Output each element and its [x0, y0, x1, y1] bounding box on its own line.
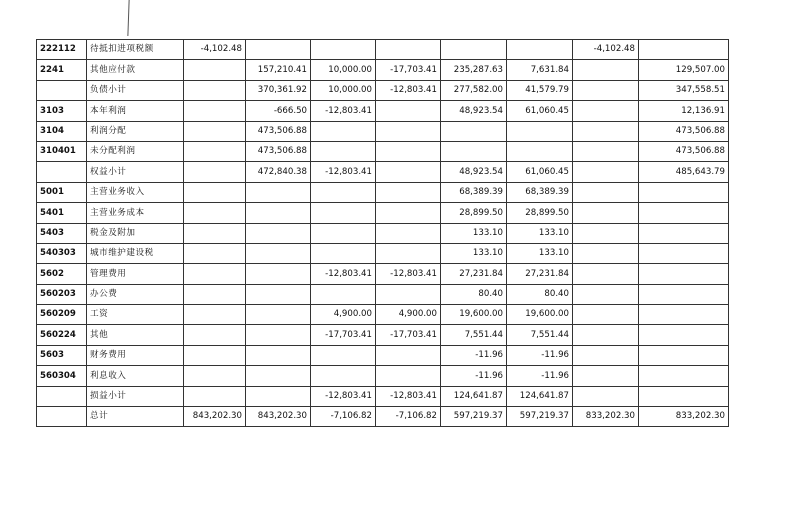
amount-cell: -11.96 — [507, 366, 573, 386]
amount-cell — [184, 325, 246, 345]
amount-cell — [184, 223, 246, 243]
amount-cell: 41,579.79 — [507, 80, 573, 100]
amount-cell — [246, 366, 311, 386]
account-code-cell: 560224 — [37, 325, 87, 345]
account-name-cell: 损益小计 — [87, 386, 184, 406]
amount-cell: 27,231.84 — [507, 264, 573, 284]
amount-cell — [246, 182, 311, 202]
amount-cell — [184, 182, 246, 202]
amount-cell: 833,202.30 — [573, 407, 639, 427]
amount-cell — [573, 223, 639, 243]
table-row — [37, 40, 729, 60]
table-row — [37, 264, 729, 284]
table-body — [37, 40, 729, 427]
amount-cell: 473,506.88 — [246, 141, 311, 161]
amount-cell — [376, 243, 441, 263]
amount-cell — [376, 284, 441, 304]
account-code-cell: 222112 — [37, 40, 87, 60]
amount-cell — [311, 345, 376, 365]
amount-cell — [311, 243, 376, 263]
amount-cell — [573, 182, 639, 202]
amount-cell — [573, 325, 639, 345]
table-row — [37, 80, 729, 100]
scan-artifact-line — [127, 0, 129, 36]
table-row — [37, 141, 729, 161]
amount-cell: -12,803.41 — [376, 386, 441, 406]
amount-cell: 133.10 — [441, 223, 507, 243]
amount-cell: 472,840.38 — [246, 162, 311, 182]
amount-cell: 133.10 — [507, 243, 573, 263]
table-row — [37, 121, 729, 141]
account-name-cell: 总计 — [87, 407, 184, 427]
amount-cell: 157,210.41 — [246, 60, 311, 80]
account-name-cell: 办公费 — [87, 284, 184, 304]
amount-cell — [376, 40, 441, 60]
account-name-cell: 权益小计 — [87, 162, 184, 182]
amount-cell — [573, 366, 639, 386]
account-name-cell: 本年利润 — [87, 101, 184, 121]
amount-cell — [639, 284, 729, 304]
amount-cell — [639, 345, 729, 365]
amount-cell — [639, 366, 729, 386]
amount-cell — [573, 101, 639, 121]
amount-cell: 28,899.50 — [507, 203, 573, 223]
amount-cell: 473,506.88 — [639, 141, 729, 161]
amount-cell: 235,287.63 — [441, 60, 507, 80]
amount-cell: -4,102.48 — [573, 40, 639, 60]
amount-cell: 124,641.87 — [441, 386, 507, 406]
amount-cell — [573, 386, 639, 406]
amount-cell — [246, 325, 311, 345]
amount-cell: 7,631.84 — [507, 60, 573, 80]
amount-cell: 61,060.45 — [507, 162, 573, 182]
account-code-cell: 560304 — [37, 366, 87, 386]
table-row — [37, 325, 729, 345]
amount-cell — [573, 264, 639, 284]
amount-cell — [184, 284, 246, 304]
amount-cell: 4,900.00 — [311, 305, 376, 325]
amount-cell — [184, 60, 246, 80]
amount-cell — [246, 223, 311, 243]
amount-cell: 68,389.39 — [441, 182, 507, 202]
table-row — [37, 223, 729, 243]
amount-cell — [184, 141, 246, 161]
amount-cell — [507, 141, 573, 161]
account-code-cell — [37, 407, 87, 427]
amount-cell — [639, 203, 729, 223]
amount-cell — [573, 121, 639, 141]
amount-cell: -17,703.41 — [376, 60, 441, 80]
amount-cell: 7,551.44 — [507, 325, 573, 345]
amount-cell: 7,551.44 — [441, 325, 507, 345]
account-code-cell: 310401 — [37, 141, 87, 161]
amount-cell: -11.96 — [441, 345, 507, 365]
amount-cell — [639, 264, 729, 284]
amount-cell — [376, 366, 441, 386]
amount-cell — [639, 182, 729, 202]
account-name-cell: 主营业务收入 — [87, 182, 184, 202]
amount-cell: 124,641.87 — [507, 386, 573, 406]
amount-cell — [184, 80, 246, 100]
account-name-cell: 税金及附加 — [87, 223, 184, 243]
table-row — [37, 203, 729, 223]
amount-cell — [246, 243, 311, 263]
amount-cell — [639, 305, 729, 325]
amount-cell: 347,558.51 — [639, 80, 729, 100]
amount-cell — [441, 141, 507, 161]
amount-cell: -12,803.41 — [311, 386, 376, 406]
amount-cell — [639, 325, 729, 345]
amount-cell: 129,507.00 — [639, 60, 729, 80]
amount-cell: -12,803.41 — [311, 162, 376, 182]
table-row — [37, 60, 729, 80]
amount-cell — [376, 162, 441, 182]
account-name-cell: 待抵扣进项税额 — [87, 40, 184, 60]
amount-cell — [311, 223, 376, 243]
amount-cell — [311, 366, 376, 386]
table-row — [37, 345, 729, 365]
amount-cell — [246, 345, 311, 365]
amount-cell — [376, 141, 441, 161]
amount-cell: 68,389.39 — [507, 182, 573, 202]
account-code-cell: 540303 — [37, 243, 87, 263]
amount-cell — [573, 162, 639, 182]
amount-cell — [184, 345, 246, 365]
account-name-cell: 其他 — [87, 325, 184, 345]
account-name-cell: 城市维护建设税 — [87, 243, 184, 263]
account-name-cell: 负债小计 — [87, 80, 184, 100]
table-row — [37, 101, 729, 121]
amount-cell: -11.96 — [507, 345, 573, 365]
amount-cell — [441, 40, 507, 60]
account-code-cell: 5603 — [37, 345, 87, 365]
amount-cell — [376, 203, 441, 223]
account-name-cell: 工资 — [87, 305, 184, 325]
account-name-cell: 未分配利润 — [87, 141, 184, 161]
account-code-cell: 3103 — [37, 101, 87, 121]
amount-cell: -17,703.41 — [311, 325, 376, 345]
amount-cell — [246, 264, 311, 284]
amount-cell: 48,923.54 — [441, 101, 507, 121]
amount-cell — [376, 121, 441, 141]
amount-cell — [311, 182, 376, 202]
amount-cell: 80.40 — [441, 284, 507, 304]
amount-cell: 19,600.00 — [441, 305, 507, 325]
amount-cell — [507, 121, 573, 141]
account-code-cell: 5001 — [37, 182, 87, 202]
amount-cell: -4,102.48 — [184, 40, 246, 60]
amount-cell: 133.10 — [441, 243, 507, 263]
account-name-cell: 管理费用 — [87, 264, 184, 284]
amount-cell: 80.40 — [507, 284, 573, 304]
amount-cell: -666.50 — [246, 101, 311, 121]
amount-cell — [246, 40, 311, 60]
amount-cell: 843,202.30 — [246, 407, 311, 427]
amount-cell — [639, 386, 729, 406]
account-name-cell: 利息收入 — [87, 366, 184, 386]
amount-cell: -12,803.41 — [311, 264, 376, 284]
amount-cell — [573, 60, 639, 80]
amount-cell — [246, 284, 311, 304]
amount-cell: -12,803.41 — [376, 80, 441, 100]
account-code-cell: 5401 — [37, 203, 87, 223]
amount-cell — [573, 80, 639, 100]
amount-cell — [573, 305, 639, 325]
account-code-cell — [37, 80, 87, 100]
amount-cell — [184, 366, 246, 386]
amount-cell: 485,643.79 — [639, 162, 729, 182]
amount-cell: 843,202.30 — [184, 407, 246, 427]
amount-cell — [573, 141, 639, 161]
amount-cell: 370,361.92 — [246, 80, 311, 100]
amount-cell: 277,582.00 — [441, 80, 507, 100]
amount-cell: -7,106.82 — [311, 407, 376, 427]
account-code-cell: 2241 — [37, 60, 87, 80]
amount-cell — [311, 141, 376, 161]
amount-cell: 28,899.50 — [441, 203, 507, 223]
account-code-cell: 3104 — [37, 121, 87, 141]
account-code-cell: 560203 — [37, 284, 87, 304]
amount-cell — [311, 203, 376, 223]
amount-cell — [376, 101, 441, 121]
amount-cell: -11.96 — [441, 366, 507, 386]
amount-cell: 19,600.00 — [507, 305, 573, 325]
amount-cell — [376, 223, 441, 243]
amount-cell — [573, 203, 639, 223]
amount-cell — [573, 284, 639, 304]
table-row — [37, 407, 729, 427]
amount-cell — [184, 264, 246, 284]
amount-cell: 10,000.00 — [311, 80, 376, 100]
amount-cell — [311, 121, 376, 141]
amount-cell — [184, 121, 246, 141]
amount-cell — [639, 223, 729, 243]
amount-cell — [246, 386, 311, 406]
amount-cell — [246, 305, 311, 325]
amount-cell — [639, 40, 729, 60]
account-code-cell: 5403 — [37, 223, 87, 243]
amount-cell: 473,506.88 — [246, 121, 311, 141]
amount-cell: 27,231.84 — [441, 264, 507, 284]
amount-cell — [184, 101, 246, 121]
amount-cell — [184, 203, 246, 223]
amount-cell: -7,106.82 — [376, 407, 441, 427]
table-row — [37, 182, 729, 202]
amount-cell: 61,060.45 — [507, 101, 573, 121]
amount-cell: 597,219.37 — [507, 407, 573, 427]
account-name-cell: 利润分配 — [87, 121, 184, 141]
amount-cell — [573, 243, 639, 263]
amount-cell — [376, 345, 441, 365]
amount-cell: 10,000.00 — [311, 60, 376, 80]
amount-cell: -12,803.41 — [376, 264, 441, 284]
amount-cell: 473,506.88 — [639, 121, 729, 141]
amount-cell: 133.10 — [507, 223, 573, 243]
trial-balance-table — [36, 39, 729, 427]
account-code-cell: 5602 — [37, 264, 87, 284]
table-row — [37, 366, 729, 386]
amount-cell — [376, 182, 441, 202]
account-name-cell: 主营业务成本 — [87, 203, 184, 223]
amount-cell: -12,803.41 — [311, 101, 376, 121]
amount-cell — [184, 305, 246, 325]
table-row — [37, 305, 729, 325]
amount-cell — [246, 203, 311, 223]
amount-cell: -17,703.41 — [376, 325, 441, 345]
amount-cell — [184, 162, 246, 182]
amount-cell: 48,923.54 — [441, 162, 507, 182]
table-row — [37, 162, 729, 182]
account-code-cell — [37, 162, 87, 182]
table-row — [37, 284, 729, 304]
table-row — [37, 243, 729, 263]
amount-cell — [311, 284, 376, 304]
amount-cell — [573, 345, 639, 365]
amount-cell: 597,219.37 — [441, 407, 507, 427]
amount-cell — [507, 40, 573, 60]
amount-cell — [184, 386, 246, 406]
account-name-cell: 财务费用 — [87, 345, 184, 365]
amount-cell — [639, 243, 729, 263]
amount-cell: 833,202.30 — [639, 407, 729, 427]
amount-cell — [184, 243, 246, 263]
account-name-cell: 其他应付款 — [87, 60, 184, 80]
table-row — [37, 386, 729, 406]
amount-cell: 12,136.91 — [639, 101, 729, 121]
account-code-cell: 560209 — [37, 305, 87, 325]
amount-cell — [441, 121, 507, 141]
account-code-cell — [37, 386, 87, 406]
amount-cell: 4,900.00 — [376, 305, 441, 325]
amount-cell — [311, 40, 376, 60]
